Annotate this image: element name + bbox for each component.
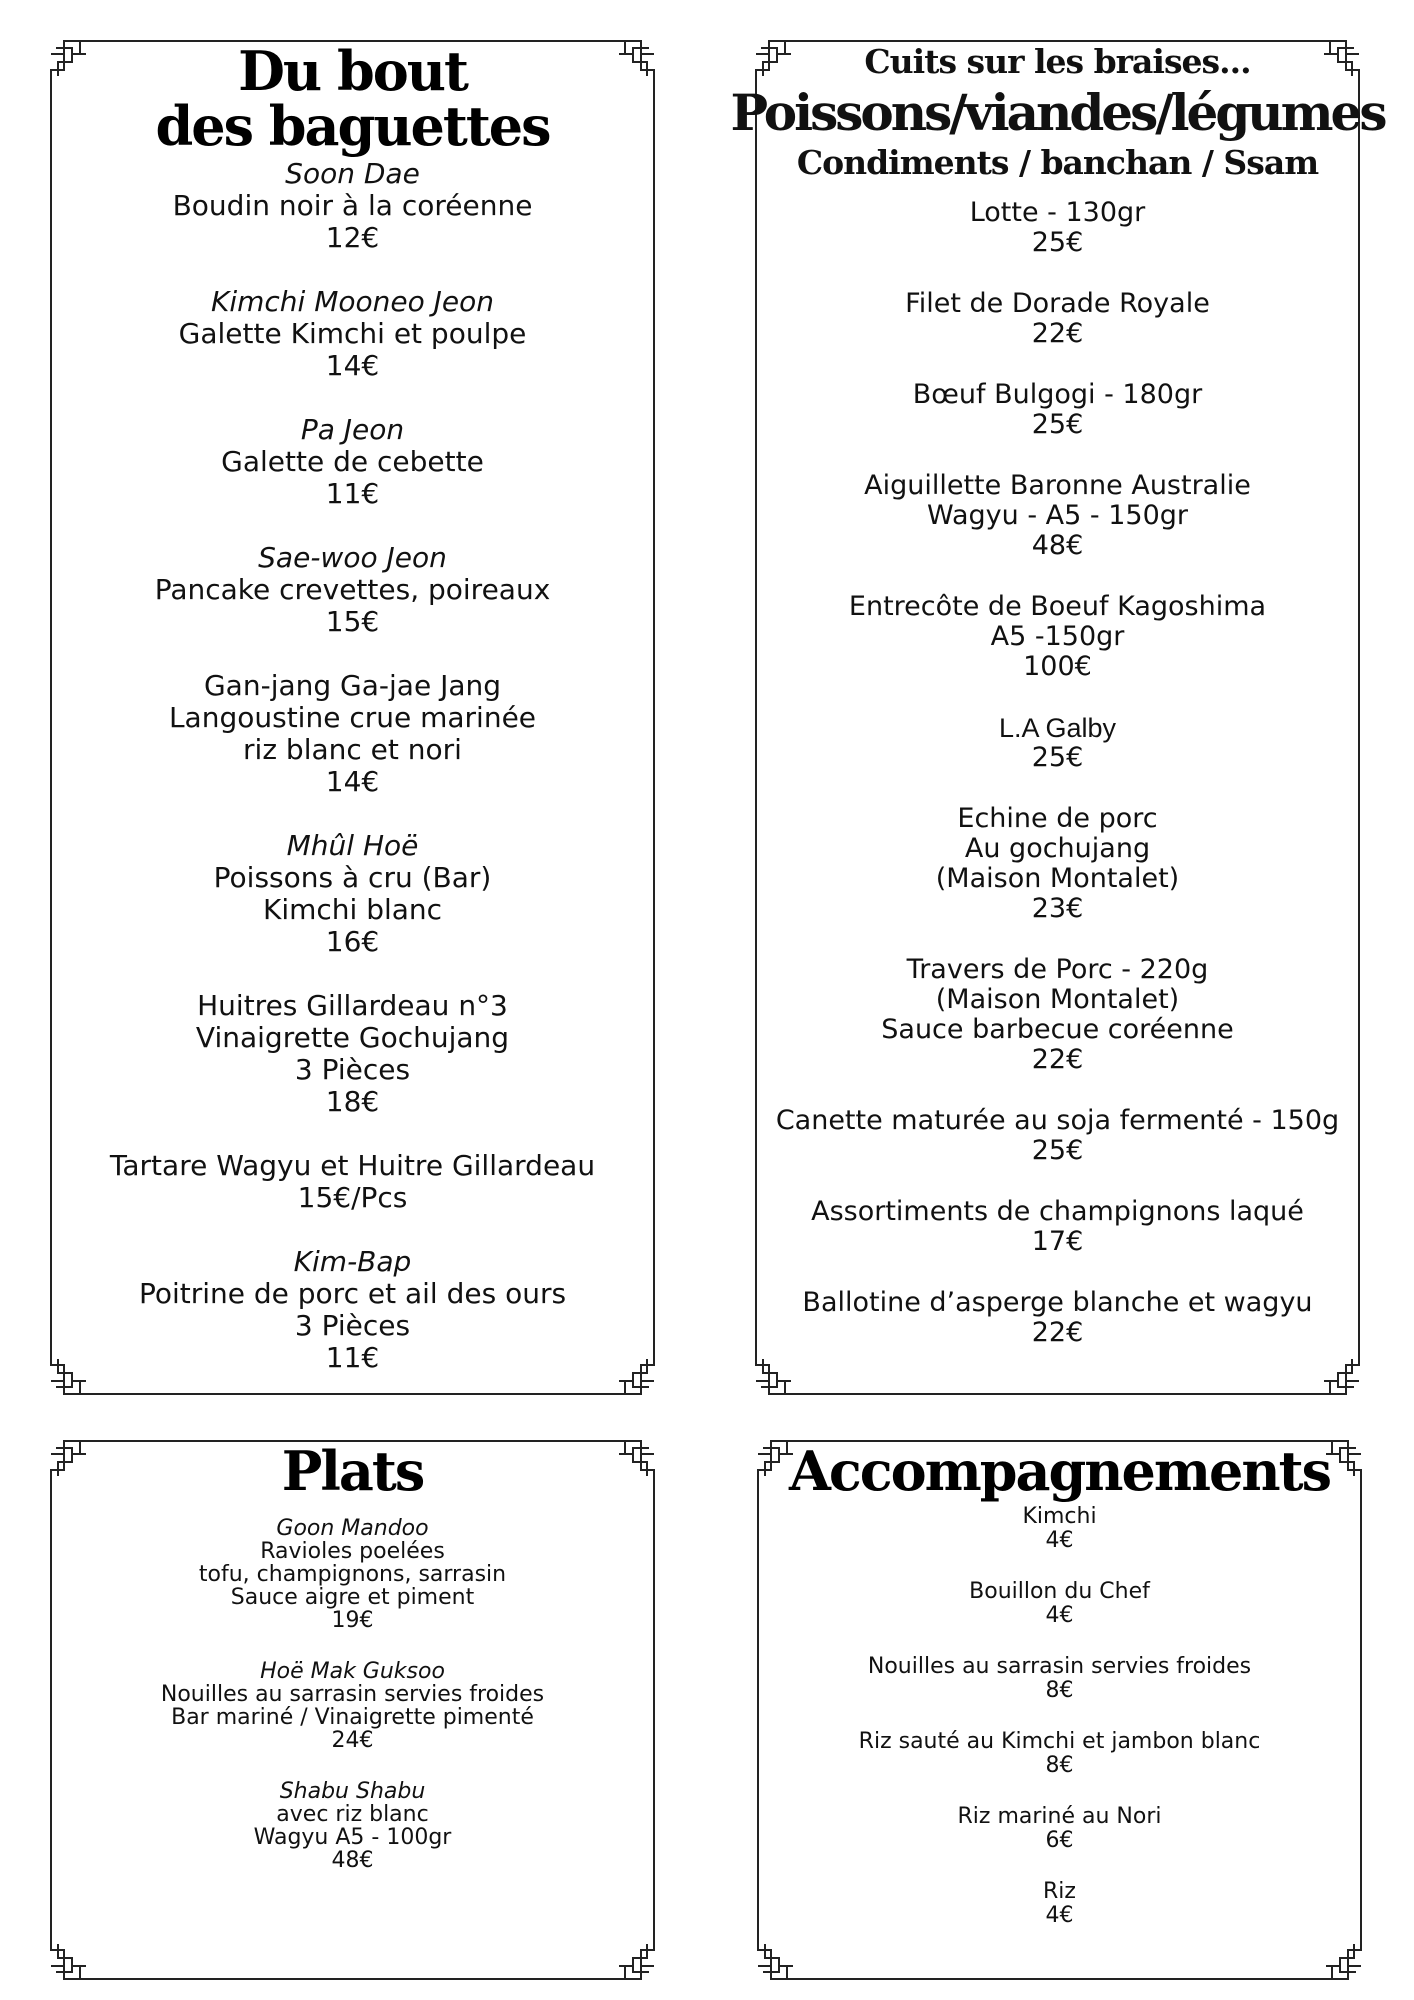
menu-item	[110, 990, 595, 1118]
menu-item	[776, 198, 1339, 258]
dish-price: 4€	[1045, 1603, 1074, 1629]
dish-description: avec riz blanc	[276, 1802, 429, 1828]
menu-item	[776, 1197, 1339, 1257]
menu-item	[776, 804, 1339, 924]
dish-description: Gan-jang Ga-jae Jang	[203, 669, 502, 703]
dish-description: Galette de cebette	[221, 445, 484, 479]
panel-title	[155, 39, 550, 159]
dish-price: 23€	[1031, 893, 1084, 924]
dish-description: Ballotine d’asperge blanche et wagyu	[802, 1287, 1313, 1318]
menu-item	[110, 542, 595, 638]
dish-description: Tartare Wagyu et Huitre Gillardeau	[109, 1149, 596, 1183]
dish-description: Riz sauté au Kimchi et jambon blanc	[858, 1729, 1261, 1755]
dish-description: Riz mariné au Nori	[957, 1804, 1162, 1830]
title-line: des baguettes	[155, 94, 550, 159]
dish-price: 4€	[1045, 1528, 1074, 1554]
dish-description: tofu, champignons, sarrasin	[198, 1562, 507, 1588]
dish-description: Travers de Porc - 220g	[906, 954, 1209, 985]
dish-korean-name: Pa Jeon	[300, 413, 405, 447]
dish-description: Sauce barbecue coréenne	[881, 1014, 1234, 1045]
menu-item	[110, 1150, 595, 1214]
dish-price: 15€	[325, 605, 380, 639]
dish-korean-name: Kimchi Mooneo Jeon	[210, 285, 495, 319]
dish-price: 22€	[1031, 1044, 1084, 1075]
dish-price: 6€	[1045, 1828, 1074, 1854]
menu-item	[110, 286, 595, 382]
dish-price: 25€	[1031, 1135, 1084, 1166]
menu-item	[859, 1655, 1261, 1703]
dish-description: Canette maturée au soja fermenté - 150g	[775, 1105, 1340, 1136]
menu-item-list	[859, 1505, 1261, 1955]
panel-subtitle: Cuits sur les braises...	[864, 42, 1251, 81]
menu-item	[161, 1517, 544, 1632]
dish-price: 25€	[1031, 409, 1084, 440]
dish-description: Wagyu A5 - 100gr	[253, 1825, 452, 1851]
dish-description: Filet de Dorade Royale	[905, 288, 1210, 319]
dish-description: 3 Pièces	[294, 1309, 411, 1343]
dish-description: (Maison Montalet)	[935, 984, 1180, 1015]
menu-item	[776, 955, 1339, 1075]
menu-item	[776, 380, 1339, 440]
dish-price: 17€	[1031, 1226, 1084, 1257]
dish-description: Ravioles poelées	[260, 1539, 445, 1565]
panel-title: Poissons/viandes/légumes	[730, 83, 1385, 142]
panel-subtitle: Condiments / banchan / Ssam	[796, 143, 1319, 182]
dish-price: 11€	[325, 1341, 380, 1375]
dish-price: 8€	[1045, 1753, 1074, 1779]
dish-price: 14€	[325, 765, 380, 799]
menu-item	[859, 1580, 1261, 1628]
menu-item	[110, 158, 595, 254]
dish-description: Riz	[1043, 1879, 1076, 1905]
menu-item	[161, 1780, 544, 1872]
dish-price: 19€	[331, 1608, 374, 1634]
dish-description: Poissons à cru (Bar)	[213, 861, 492, 895]
menu-item	[110, 830, 595, 958]
dish-description: Boudin noir à la coréenne	[172, 189, 533, 223]
dish-price: 25€	[1031, 742, 1084, 773]
dish-description: Langoustine crue marinée	[168, 701, 537, 735]
menu-item	[776, 592, 1339, 682]
dish-description: Galette Kimchi et poulpe	[178, 317, 527, 351]
dish-korean-name: Sae-woo Jeon	[258, 541, 447, 575]
dish-korean-name: Shabu Shabu	[279, 1779, 426, 1805]
menu-panel-braises	[730, 40, 1385, 1395]
dish-price: 11€	[325, 477, 380, 511]
dish-description: Lotte - 130gr	[969, 197, 1146, 228]
dish-price: 22€	[1031, 318, 1084, 349]
dish-description: Vinaigrette Gochujang	[195, 1021, 510, 1055]
dish-description: Bar mariné / Vinaigrette pimenté	[171, 1705, 534, 1731]
dish-price: 22€	[1031, 1317, 1084, 1348]
dish-description: (Maison Montalet)	[935, 863, 1180, 894]
dish-korean-name: Kim-Bap	[293, 1245, 412, 1279]
dish-price: 16€	[325, 925, 380, 959]
dish-description: 3 Pièces	[294, 1053, 411, 1087]
dish-price: 14€	[325, 349, 380, 383]
dish-korean-name: Hoë Mak Guksoo	[260, 1659, 445, 1685]
dish-price: 100€	[1023, 651, 1092, 682]
dish-price: 8€	[1045, 1678, 1074, 1704]
dish-price: 12€	[325, 221, 380, 255]
dish-description: Entrecôte de Boeuf Kagoshima	[848, 591, 1267, 622]
dish-description: Echine de porc	[957, 803, 1158, 834]
menu-item	[776, 471, 1339, 561]
dish-description: Nouilles au sarrasin servies froides	[160, 1682, 545, 1708]
dish-description: A5 -150gr	[990, 621, 1125, 652]
dish-description: L.A Galby	[998, 713, 1117, 743]
dish-description: Assortiments de champignons laqué	[811, 1196, 1304, 1227]
menu-item	[110, 414, 595, 510]
menu-item-list	[110, 158, 595, 1406]
dish-description: Kimchi	[1022, 1504, 1097, 1530]
dish-description: Sauce aigre et piment	[230, 1585, 475, 1611]
menu-panel-plats	[50, 1440, 655, 1980]
dish-korean-name: Goon Mandoo	[276, 1516, 429, 1542]
dish-description: Bœuf Bulgogi - 180gr	[912, 379, 1203, 410]
panel-title: Plats	[281, 1439, 424, 1503]
menu-item	[859, 1880, 1261, 1928]
dish-description: Nouilles au sarrasin servies froides	[867, 1654, 1252, 1680]
dish-price: 18€	[325, 1085, 380, 1119]
dish-description: riz blanc et nori	[243, 733, 462, 767]
dish-korean-name: Soon Dae	[285, 157, 420, 191]
title-line: Du bout	[238, 39, 467, 103]
menu-item	[859, 1805, 1261, 1853]
dish-description: Huitres Gillardeau n°3	[197, 989, 508, 1023]
menu-panel-accompagnements	[757, 1440, 1362, 1980]
dish-description: Pancake crevettes, poireaux	[154, 573, 551, 607]
menu-item-list	[161, 1517, 544, 1900]
menu-item	[776, 1288, 1339, 1348]
menu-item	[859, 1505, 1261, 1553]
menu-item	[776, 289, 1339, 349]
dish-korean-name: Mhûl Hoë	[286, 829, 419, 863]
menu-item	[161, 1660, 544, 1752]
dish-description: Kimchi blanc	[262, 893, 443, 927]
menu-item	[776, 1106, 1339, 1166]
dish-price: 4€	[1045, 1903, 1074, 1929]
dish-description: Au gochujang	[964, 833, 1151, 864]
menu-item	[859, 1730, 1261, 1778]
dish-price: 15€/Pcs	[297, 1181, 408, 1215]
menu-panel-baguettes	[50, 40, 655, 1395]
dish-price: 48€	[1031, 530, 1084, 561]
dish-description: Aiguillette Baronne Australie	[864, 470, 1251, 501]
panel-title: Accompagnements	[788, 1439, 1331, 1503]
menu-item-list	[776, 198, 1339, 1379]
dish-price: 25€	[1031, 227, 1084, 258]
dish-description: Bouillon du Chef	[969, 1579, 1150, 1605]
menu-item	[110, 1246, 595, 1374]
menu-item	[776, 713, 1339, 773]
dish-price: 48€	[331, 1848, 374, 1874]
dish-price: 24€	[331, 1728, 374, 1754]
dish-description: Wagyu - A5 - 150gr	[927, 500, 1188, 531]
dish-description: Poitrine de porc et ail des ours	[138, 1277, 567, 1311]
menu-item	[110, 670, 595, 798]
